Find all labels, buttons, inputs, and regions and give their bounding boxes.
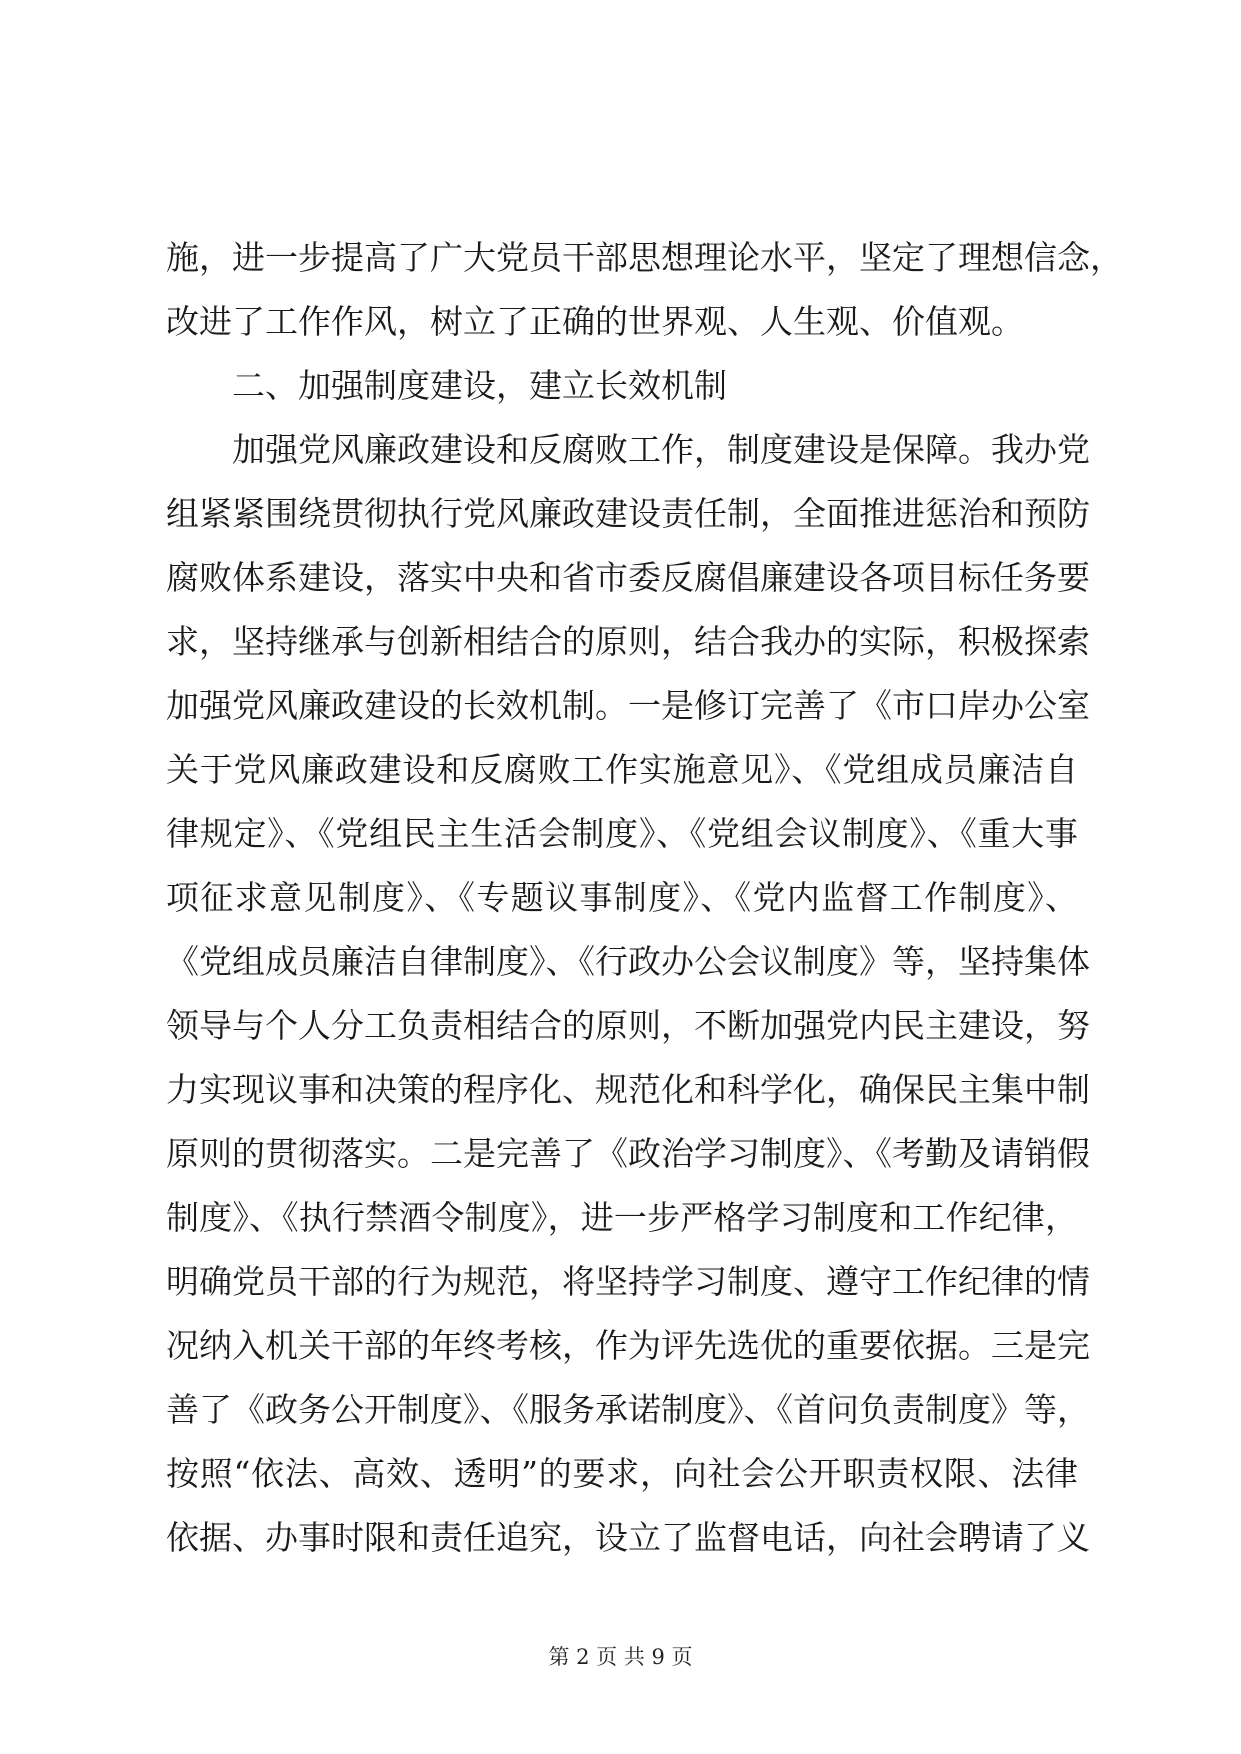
- section-heading: 二、加强制度建设，建立长效机制: [232, 366, 727, 405]
- text-line: 加强党风廉政建设的长效机制。一是修订完善了《市口岸办公室: [166, 686, 1090, 725]
- text-line: 改进了工作作风，树立了正确的世界观、人生观、价值观。: [166, 302, 1024, 341]
- text-line: 腐败体系建设，落实中央和省市委反腐倡廉建设各项目标任务要: [166, 558, 1090, 597]
- text-line: 原则的贯彻落实。二是完善了《政治学习制度》、《考勤及请销假: [166, 1134, 1090, 1173]
- text-line: 求，坚持继承与创新相结合的原则，结合我办的实际，积极探索: [166, 622, 1090, 661]
- text-line: 领导与个人分工负责相结合的原则，不断加强党内民主建设，努: [166, 1006, 1090, 1045]
- text-line: 善了《政务公开制度》、《服务承诺制度》、《首问负责制度》等，: [166, 1390, 1090, 1429]
- paragraph-first-line: 加强党风廉政建设和反腐败工作，制度建设是保障。我办党: [232, 430, 1090, 469]
- text-line: 施，进一步提高了广大党员干部思想理论水平，坚定了理想信念，: [166, 238, 1123, 277]
- text-line: 组紧紧围绕贯彻执行党风廉政建设责任制，全面推进惩治和预防: [166, 494, 1090, 533]
- text-line: 律规定》、《党组民主生活会制度》、《党组会议制度》、《重大事: [166, 814, 1078, 853]
- document-body: [166, 226, 1123, 1570]
- text-line: 制度》、《执行禁酒令制度》，进一步严格学习制度和工作纪律，: [166, 1198, 1078, 1237]
- text-line: 力实现议事和决策的程序化、规范化和科学化，确保民主集中制: [166, 1070, 1090, 1109]
- text-line: 《党组成员廉洁自律制度》、《行政办公会议制度》等，坚持集体: [166, 942, 1090, 981]
- text-line: 关于党风廉政建设和反腐败工作实施意见》、《党组成员廉洁自: [166, 750, 1078, 789]
- text-line: 明确党员干部的行为规范，将坚持学习制度、遵守工作纪律的情: [166, 1262, 1090, 1301]
- text-line: 依据、办事时限和责任追究，设立了监督电话，向社会聘请了义: [166, 1518, 1090, 1557]
- page-footer: 第 2 页 共 9 页: [548, 1645, 693, 1669]
- text-line: 况纳入机关干部的年终考核，作为评先选优的重要依据。三是完: [166, 1326, 1090, 1365]
- text-line: 按照“依法、高效、透明”的要求，向社会公开职责权限、法律: [166, 1454, 1078, 1493]
- text-line: 项征求意见制度》、《专题议事制度》、《党内监督工作制度》、: [166, 878, 1078, 917]
